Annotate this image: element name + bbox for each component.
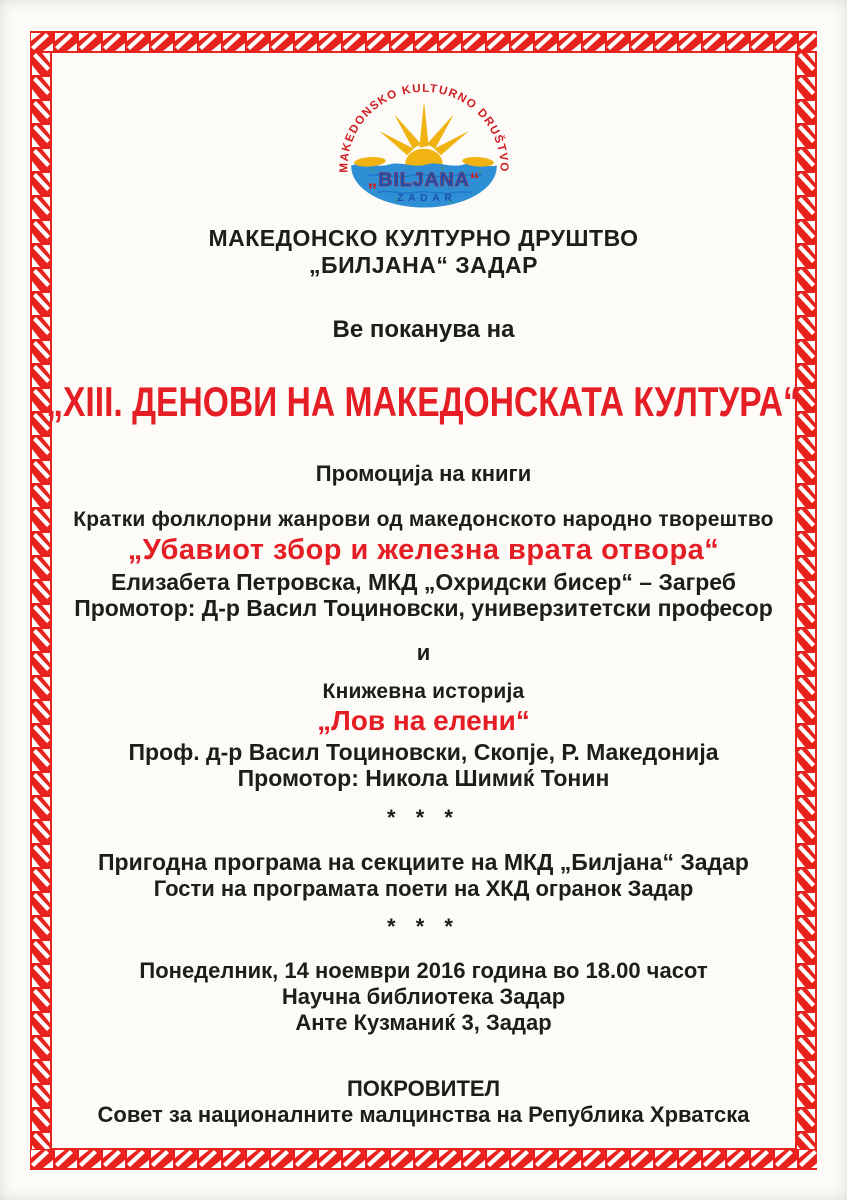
book-promotion-1 <box>73 507 773 621</box>
event-venue: Научна библиотека Задар <box>281 984 566 1010</box>
patron-section <box>98 1076 750 1128</box>
event-title: „XIII. ДЕНОВИ НА МАКЕДОНСКАТА КУЛТУРА“ <box>46 378 801 426</box>
invitation-lead: Ве поканува на <box>332 316 515 344</box>
invitation-content <box>46 53 801 1148</box>
book1-intro: Кратки фолклорни жанрови од македонското народно творештво <box>73 508 774 532</box>
separator-stars-1: * * * <box>387 805 460 831</box>
logo-arc-text: MAKEDONSKO KULTURNO DRUŠTVO <box>336 81 511 173</box>
program-line2: Гости на програмата поети на ХКД огранок Задар <box>153 875 694 901</box>
event-subtitle: Промоција на книги <box>315 461 532 487</box>
book2-genre: Книжевна историја <box>322 679 525 703</box>
connector-and: и <box>416 639 431 665</box>
program-line1: Пригодна програма на секциите на МКД „Билјана“ Задар <box>98 849 749 876</box>
book2-author: Проф. д-р Васил Тоциновски, Скопје, Р. Македонија <box>128 738 719 765</box>
organization-name <box>208 225 638 279</box>
book-promotion-2 <box>128 679 718 792</box>
folk-border-left <box>30 52 52 1149</box>
book2-title: „Лов на елени“ <box>317 704 530 736</box>
program-section <box>98 849 749 901</box>
event-datetime: Понеделник, 14 ноември 2016 година во 18.00 часот <box>139 958 708 984</box>
patron-name: Совет за националните малцинства на Република Хрватска <box>97 1101 750 1127</box>
separator-stars-2: * * * <box>387 914 460 940</box>
org-name-line1: МАКЕДОНСКО КУЛТУРНО ДРУШТВО <box>208 225 639 251</box>
folk-border-top <box>30 31 817 53</box>
book2-promoter: Промотор: Никола Шимиќ Тонин <box>237 764 610 791</box>
society-logo <box>324 75 524 215</box>
patron-heading: ПОКРОВИТЕЛ <box>346 1076 501 1102</box>
event-details <box>139 958 707 1036</box>
logo-city: ZADAR <box>396 193 456 204</box>
folk-border-right <box>795 52 817 1149</box>
logo-name: „BILJANA“ <box>367 169 480 192</box>
folk-border-bottom <box>30 1148 817 1170</box>
org-name-line2: „БИЛЈАНА“ ЗАДАР <box>309 252 538 279</box>
book1-promoter: Промотор: Д-р Васил Тоциновски, универзитетски професор <box>74 595 773 622</box>
book1-author: Елизабета Петровска, МКД „Охридски бисер“ – Загреб <box>110 568 737 595</box>
event-address: Анте Кузманиќ 3, Задар <box>295 1010 552 1036</box>
book1-title: „Убавиот збор и железна врата отвора“ <box>127 534 720 567</box>
